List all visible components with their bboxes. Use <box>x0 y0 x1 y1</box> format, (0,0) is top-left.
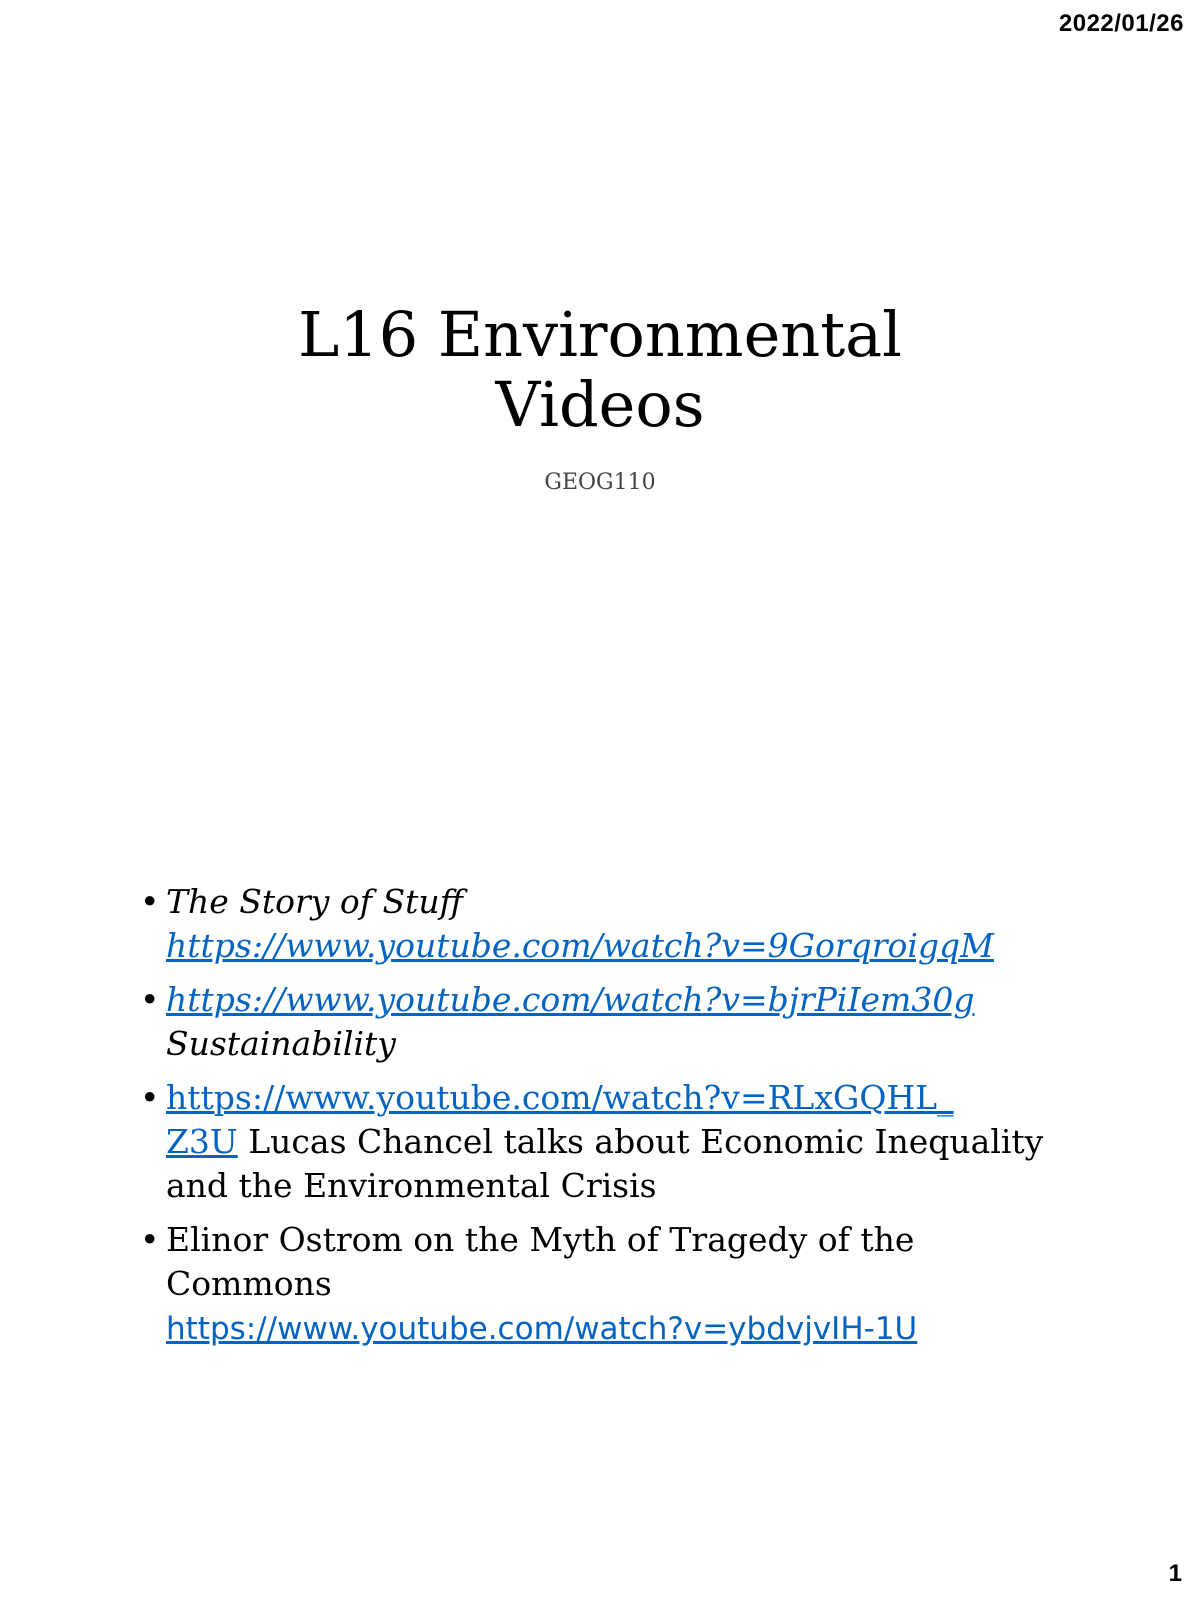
print-date: 2022/01/26 <box>1058 10 1184 37</box>
slide-subtitle: GEOG110 <box>544 470 656 495</box>
video-caption: Elinor Ostrom on the Myth of Tragedy of the Commons <box>166 1220 915 1303</box>
video-caption: Sustainability <box>166 1024 396 1063</box>
bullet-icon: • <box>140 980 160 1019</box>
list-item <box>140 1076 1060 1208</box>
bullet-icon: • <box>140 1078 160 1117</box>
list-item <box>140 978 1060 1066</box>
slide-title-line-1: L16 Environmental <box>298 298 902 371</box>
video-link-continued[interactable]: Z3U <box>166 1122 238 1161</box>
slide-title <box>0 300 1200 440</box>
video-title: The Story of Stuff <box>166 882 463 921</box>
slide-title-line-2: Videos <box>495 368 705 441</box>
video-link[interactable]: https://www.youtube.com/watch?v=RLxGQHL_ <box>166 1078 954 1117</box>
video-link[interactable]: https://www.youtube.com/watch?v=9GorqroigqM <box>166 926 994 965</box>
video-link[interactable]: https://www.youtube.com/watch?v=bjrPiIem30g <box>166 980 975 1019</box>
page-number: 1 <box>1168 1560 1182 1587</box>
bullet-icon: • <box>140 882 160 921</box>
bullet-icon: • <box>140 1220 160 1259</box>
video-list <box>140 880 1060 1361</box>
video-link[interactable]: https://www.youtube.com/watch?v=ybdvjvIH-1U <box>166 1311 918 1347</box>
list-item <box>140 880 1060 968</box>
video-caption: Lucas Chancel talks about Economic Inequality and the Environmental Crisis <box>166 1122 1044 1205</box>
list-item <box>140 1218 1060 1351</box>
